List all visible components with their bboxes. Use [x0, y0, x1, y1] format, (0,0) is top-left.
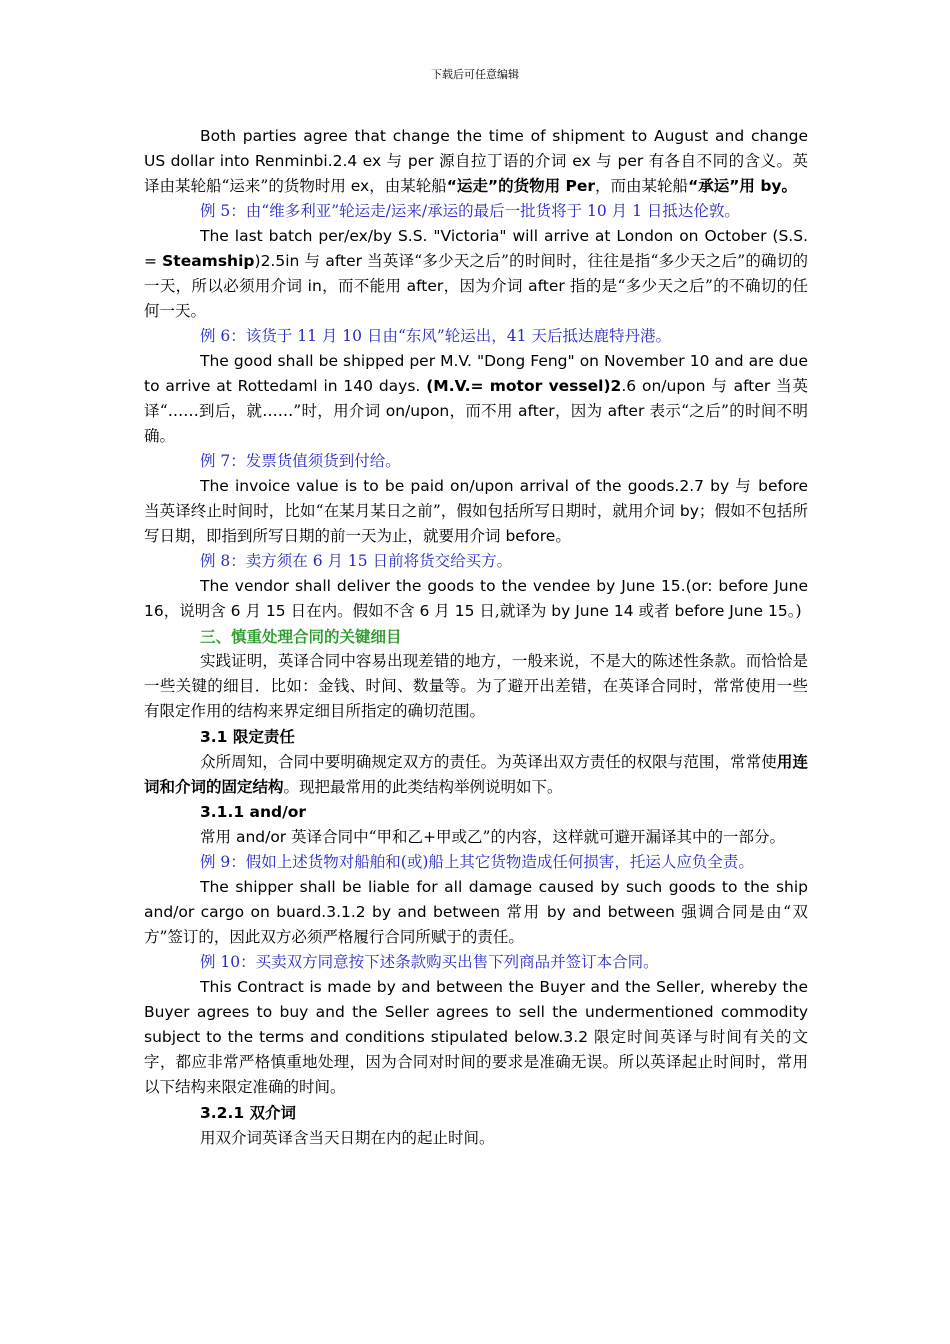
- text-run: 当英译终止时间时，比如“在某月某日之前”，假如包括所写日期时，就用介词: [144, 502, 675, 520]
- text-run: 当英译“多少天之后”的时间时，往往是指“多少天之后”的确切的一天，所以必须用介词: [144, 252, 808, 295]
- text-run: 。): [787, 602, 802, 620]
- text-run: before: [500, 527, 556, 545]
- body-paragraph: [144, 349, 808, 449]
- text-run: The invoice value is to be paid on/upon arrival of the goods.2.7 by: [200, 477, 736, 495]
- text-run: 用双介词英译含当天日期在内的起止时间。: [200, 1129, 495, 1147]
- document-body: [144, 124, 808, 1151]
- example-sentence: 例 6：该货于 11 月 10 日由“东风”轮运出，41 天后抵达鹿特丹港。: [200, 327, 671, 345]
- text-run: 英译合同中“甲和乙+甲或乙”的内容，这样就可避开漏译其中的一部分。: [291, 828, 785, 846]
- text-run: by and between: [540, 903, 682, 921]
- text-run: per: [612, 152, 649, 170]
- text-run: ；假如不包括所写日期，即指到所写日期的前一天为止，就要用介词: [144, 502, 808, 545]
- body-paragraph: [144, 875, 808, 950]
- body-paragraph: [144, 124, 808, 199]
- text-run: 月: [245, 602, 261, 620]
- text-run: Both parties agree that change the time of shipment to August and change US dollar into Renminbi.2.4 ex: [144, 127, 808, 170]
- text-run: This Contract is made by and between the Buyer and the Seller, whereby the Buyer agrees to buy and the Seller agrees to sell the undermentioned commodity subject to the terms and conditions stipulated below.3.2: [144, 978, 808, 1046]
- text-run: after: [727, 377, 777, 395]
- body-paragraph: [144, 574, 808, 624]
- text-run: on/upon: [380, 402, 450, 420]
- text-run: 与: [386, 152, 403, 170]
- text-run: The last batch per/ex/by S.S. "Victoria" will arrive at London on October (S.S. =: [144, 227, 808, 270]
- text-run: by: [674, 502, 699, 520]
- text-run: Steamship: [162, 252, 255, 270]
- example-sentence: 例 10：买卖双方同意按下述条款购买出售下列商品并签订本合同。: [200, 953, 659, 971]
- example-sentence: 例 8：卖方须在 6 月 15 日前将货交给买方。: [200, 552, 513, 570]
- body-paragraph: [144, 750, 808, 800]
- text-run: 实践证明，英译合同中容易出现差错的地方，一般来说，不是大的陈述性条款。而恰恰是一些关键的细目．比如：金钱、时间、数量等。为了避开出差错，在英译合同时，常常使用一些有限定作用的结构来界定细目所指定的确切范围。: [144, 652, 808, 720]
- text-run: ，而不用: [449, 402, 513, 420]
- text-run: ，而不能用: [321, 277, 402, 295]
- text-run: before June 15: [669, 602, 788, 620]
- text-run: and/or: [231, 828, 292, 846]
- body-paragraph: [144, 474, 808, 549]
- text-run: (M.V.= motor vessel)2: [426, 377, 622, 395]
- text-run: .6 on/upon: [621, 377, 712, 395]
- text-run: ，由某轮船: [369, 177, 447, 195]
- text-run: 15: [449, 602, 480, 620]
- body-paragraph: [144, 800, 808, 825]
- text-run: 15: [260, 602, 291, 620]
- body-paragraph: [144, 825, 808, 850]
- body-paragraph: [144, 649, 808, 724]
- text-run: 与: [735, 477, 752, 495]
- body-paragraph: [144, 724, 808, 750]
- example-sentence: 例 9：假如上述货物对船舶和(或)船上其它货物造成任何损害，托运人应负全责。: [200, 853, 754, 871]
- text-run: 众所周知，合同中要明确规定双方的责任。为英译出双方责任的权限与范围，常常使: [200, 753, 777, 771]
- text-run: The vendor shall deliver the goods to the vendee by June 15.(or: before June 16: [144, 577, 808, 620]
- text-run: ，而由某轮船: [595, 177, 689, 195]
- text-run: 与: [711, 377, 728, 395]
- text-run: per: [402, 152, 440, 170]
- text-run: ex: [345, 177, 370, 195]
- text-run: 常用: [200, 828, 232, 846]
- text-run: 有各自不同的含义。英译由某轮船“运来”的货物时用: [144, 152, 808, 195]
- text-run: 指的是“多少天之后”的不确切的任何一天。: [144, 277, 808, 320]
- text-run: The good shall be shipped per M.V. "Dong Feng" on November 10 and are due to arrive at Rottedaml in 140 days.: [144, 352, 808, 395]
- text-run: 3.1.1 and/or: [200, 803, 307, 821]
- text-run: 表示“之后”的时间不明确。: [144, 402, 808, 445]
- text-run: 双介词: [249, 1103, 297, 1122]
- text-run: )2.5in: [254, 252, 305, 270]
- text-run: 当英译“……到后，就……”时，用介词: [144, 377, 808, 420]
- text-run: 源自拉丁语的介词: [439, 152, 567, 170]
- text-run: 限定责任: [232, 727, 295, 746]
- text-run: ，因为: [554, 402, 603, 420]
- body-paragraph: [144, 224, 808, 324]
- text-run: 6: [225, 602, 246, 620]
- text-run: 与: [304, 252, 321, 270]
- body-paragraph: [144, 975, 808, 1100]
- text-run: after: [522, 277, 571, 295]
- body-paragraph: [144, 1100, 808, 1126]
- text-run: 强调合同是由“双方”签订的，因此双方必须严格履行合同所赋于的责任。: [144, 903, 808, 946]
- text-run: 3.1: [200, 728, 233, 746]
- text-run: after: [401, 277, 444, 295]
- section-heading: 三、慎重处理合同的关键细目: [200, 627, 402, 646]
- text-run: 。现把最常用的此类结构举例说明如下。: [283, 778, 563, 796]
- text-run: 用连词和介词的固定结构: [144, 753, 808, 796]
- text-run: 月: [434, 602, 450, 620]
- text-run: “承运”用 by。: [688, 177, 798, 195]
- example-sentence: 例 5：由“维多利亚”轮运走/运来/承运的最后一批货将于 10 月 1 日抵达伦敦。: [200, 202, 740, 220]
- page-header: 下载后可任意编辑: [431, 68, 519, 81]
- text-run: 日,就译为: [479, 602, 547, 620]
- text-run: 。: [555, 527, 571, 545]
- text-run: after: [512, 402, 555, 420]
- text-run: 或者: [638, 602, 670, 620]
- text-run: 限定时间英译与时间有关的文字，都应非常严格慎重地处理，因为合同对时间的要求是准确无误。所以英译起止时间时，常用以下结构来限定准确的时间。: [144, 1028, 808, 1096]
- text-run: after: [602, 402, 650, 420]
- text-run: after: [320, 252, 368, 270]
- text-run: before: [751, 477, 808, 495]
- text-run: The shipper shall be liable for all damage caused by such goods to the ship and/or cargo on buard.3.1.2 by and between: [144, 878, 808, 921]
- text-run: 3.2.1: [200, 1104, 250, 1122]
- text-run: ，因为介词: [443, 277, 523, 295]
- text-run: in: [302, 277, 322, 295]
- body-paragraph: [144, 1126, 808, 1151]
- text-run: ，说明含: [163, 602, 226, 620]
- text-run: “运走”的货物用 Per: [446, 177, 596, 195]
- text-run: ex: [566, 152, 597, 170]
- text-run: 常用: [506, 903, 541, 921]
- text-run: 日在内。假如不含: [290, 602, 415, 620]
- text-run: 与: [596, 152, 613, 170]
- text-run: by June 14: [546, 602, 639, 620]
- example-sentence: 例 7：发票货值须货到付给。: [200, 452, 401, 470]
- text-run: 6: [414, 602, 435, 620]
